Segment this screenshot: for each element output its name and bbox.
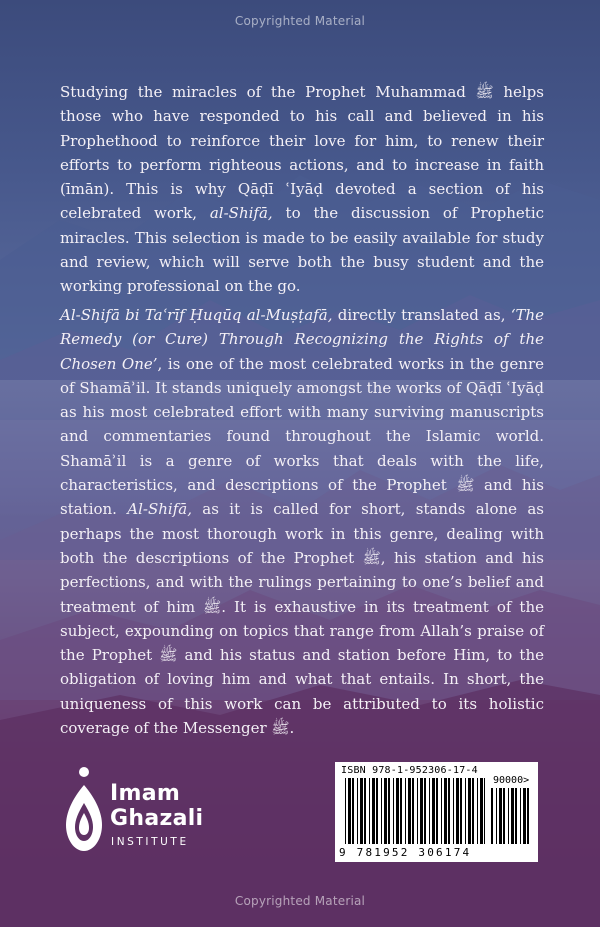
- paragraph-2-short-title: Al-Shifā,: [127, 500, 192, 519]
- isbn-label: ISBN 978-1-952306-17-4: [341, 765, 478, 776]
- paragraph-2-text-b: , is one of the most celebrated works in the genre of Shamāʾil. It stands uniquely amongst the works of Qāḍī ʿIyāḍ as his most celebrated effort with many surviving manuscripts and commentaries found throughout the Islamic world. Shamāʾil is a genre of works that deals with the life, characteristics, and descriptions of the Prophet ﷺ and his station.: [60, 354, 544, 519]
- paragraph-2-full-title: Al-Shifā bi Taʿrīf Ḥuqūq al-Muṣṭafā,: [60, 306, 333, 324]
- paragraph-2-text-a: directly translated as,: [332, 306, 511, 324]
- publisher-name-line-1: Imam: [110, 781, 181, 806]
- publisher-logo: [62, 763, 212, 863]
- flame-drop-icon: [62, 763, 106, 859]
- publisher-name-line-3: INSTITUTE: [111, 836, 189, 848]
- description-paragraph-1: [60, 80, 544, 299]
- barcode-bars-addon: [491, 788, 531, 846]
- paragraph-1-book-title: al-Shifā,: [209, 204, 273, 223]
- ean-digits: 9 781952 306174: [339, 846, 472, 859]
- isbn-barcode: [335, 762, 538, 862]
- copyright-watermark-top: Copyrighted Material: [234, 14, 366, 28]
- publisher-name-line-2: Ghazali: [110, 806, 204, 831]
- paragraph-1-text-a: Studying the miracles of the Prophet Muhammad ﷺ helps those who have responded to his call and believed in his Prophethood to reinforce their love for him, to renew their efforts to perform righteous actions, and to increase in faith (īmān). This is why Qāḍī ʿIyāḍ devoted a section of his celebrated work,: [60, 83, 544, 223]
- copyright-watermark-bottom: Copyrighted Material: [234, 894, 366, 908]
- price-code: 90000>: [493, 775, 530, 786]
- paragraph-1-text-b: to the discussion of Prophetic miracles. This selection is made to be easily available for study and review, which will serve both the busy student and the working professional on the go.: [60, 204, 545, 296]
- paragraph-2-translated-title: ‘The Remedy (or Cure) Through Recognizing the Rights of the Chosen One’: [60, 306, 544, 373]
- description-paragraph-2: [60, 303, 544, 740]
- paragraph-2-text-c: as it is called for short, stands alone as perhaps the most thorough work in this genre, dealing with both the descriptions of the Prophet ﷺ, his station and his perfections, and with the rulings pertaining to one’s belief and treatment of him ﷺ. It is exhaustive in its treatment of the subject, expounding on topics that range from Allah’s praise of the Prophet ﷺ and his status and station before Him, to the obligation of loving him and what that entails. In short, the uniqueness of this work can be attributed to its holistic coverage of the Messenger ﷺ.: [60, 500, 545, 738]
- barcode-bars-main: [345, 778, 485, 846]
